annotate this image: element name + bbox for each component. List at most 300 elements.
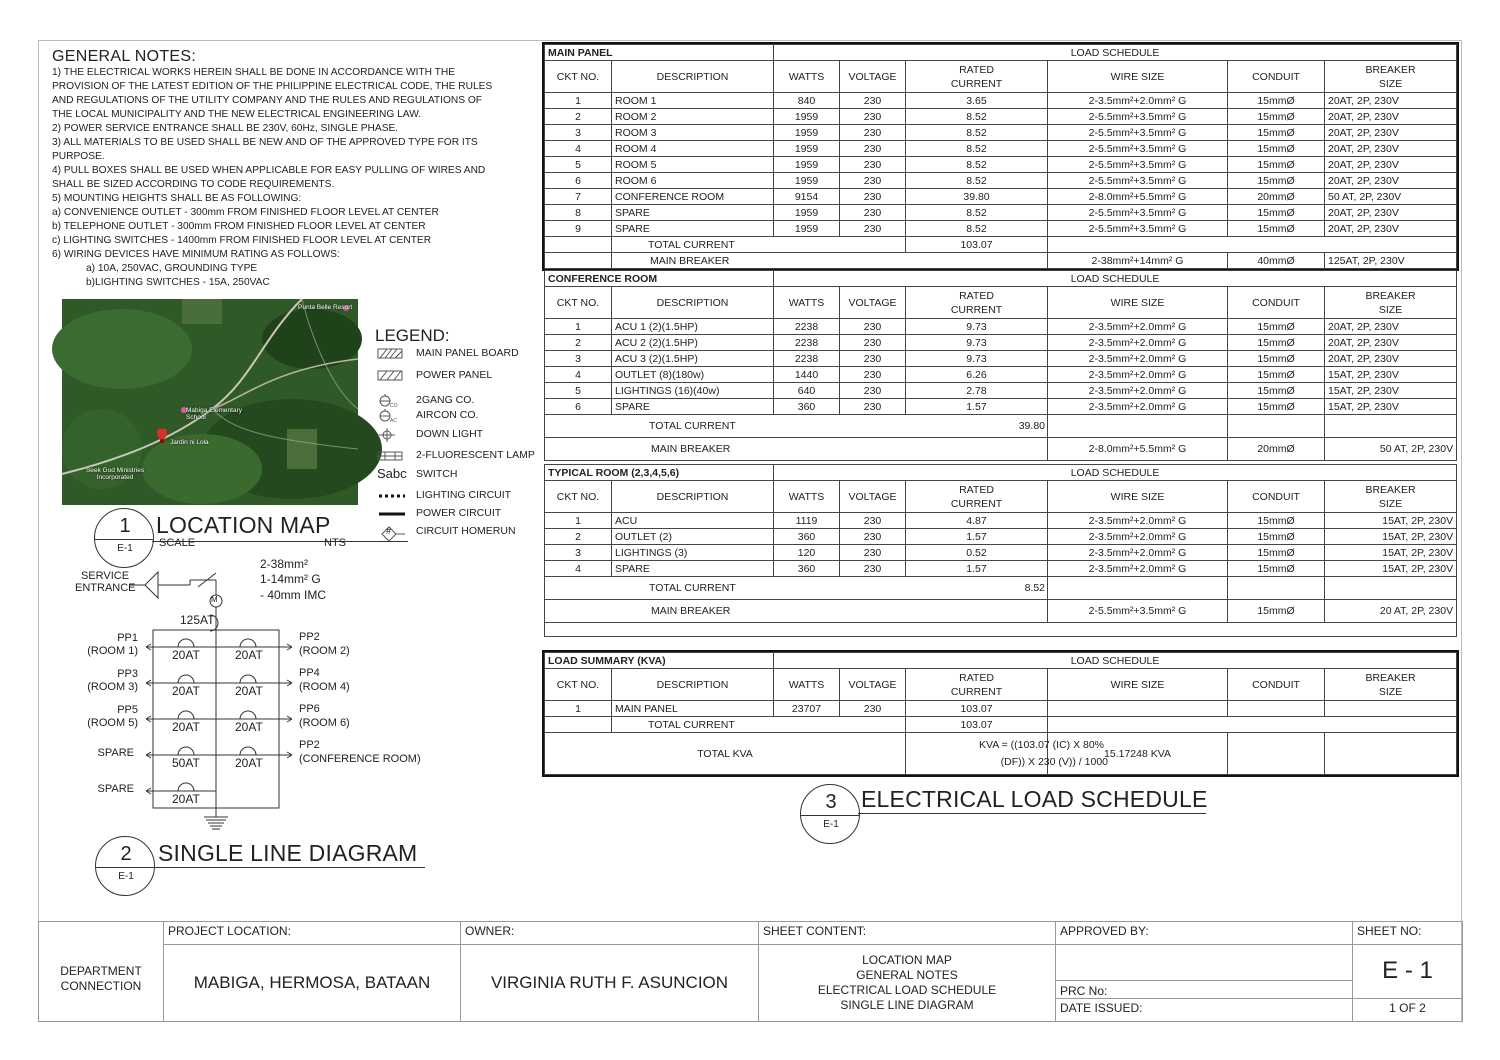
main-breaker-label: MAIN BREAKER [545,600,1048,623]
total-current-label: TOTAL CURRENT [612,717,906,733]
general-note-line: 6) WIRING DEVICES HAVE MINIMUM RATING AS FOLLOWS: [52,249,340,260]
legend-item-label: LIGHTING CIRCUIT [416,489,512,501]
schedule-cell: 15mmØ [1228,173,1325,189]
schedule-cell: 1959 [774,205,840,221]
view-sheet-ref: E-1 [823,819,839,830]
schedule-cell: 360 [774,529,840,545]
branch-panel-name: SPARE [97,783,134,795]
schedule-cell: 20AT, 2P, 230V [1325,205,1457,221]
schedule-cell: 2-8.0mm²+5.5mm² G [1048,189,1228,205]
general-note-line: 1) THE ELECTRICAL WORKS HEREIN SHALL BE DONE IN ACCORDANCE WITH THE [52,67,456,78]
col-rated-current: RATED CURRENT [906,287,1048,319]
feeder-line-1: 2-38mm² [260,557,309,571]
legend-item [375,505,545,523]
scale-value: NTS [324,537,346,549]
schedule-cell: SPARE [612,205,774,221]
branch-breaker-label: 20AT [172,792,200,806]
col-voltage: VOLTAGE [840,669,906,701]
schedule-cell: ROOM 5 [612,157,774,173]
schedule-row [545,545,1457,561]
legend-title: LEGEND: [375,326,450,345]
schedule-cell: 2-3.5mm²+2.0mm² G [1048,335,1228,351]
schedule-cell: 1959 [774,125,840,141]
schedule-cell: 1119 [774,513,840,529]
general-note-line: 5) MOUNTING HEIGHTS SHALL BE AS FOLLOWING: [52,193,302,204]
main-breaker-label: MAIN BREAKER [545,438,1048,461]
general-note-line: a) CONVENIENCE OUTLET - 300mm FROM FINISHED FLOOR LEVEL AT CENTER [52,207,439,218]
schedule-cell: 15mmØ [1228,351,1325,367]
main-breaker-conduit: 15mmØ [1228,600,1325,623]
sheet-no-label: SHEET NO: [1353,922,1463,945]
schedule-cell: 9 [545,221,612,237]
branch-room-name: (ROOM 3) [87,681,138,693]
view-name: SINGLE LINE DIAGRAM [158,840,418,866]
circuit-homerun-icon: # [377,525,405,539]
legend-item [375,487,545,505]
view-name: ELECTRICAL LOAD SCHEDULE [861,786,1208,812]
schedule-cell: 2-3.5mm²+2.0mm² G [1048,513,1228,529]
main-breaker-wire: 2-5.5mm²+3.5mm² G [1048,600,1228,623]
date-issued-label: DATE ISSUED: [1056,999,1353,1022]
schedule-cell [1325,701,1457,717]
project-location: MABIGA, HERMOSA, BATAAN [164,944,461,1021]
legend-item [375,345,545,363]
schedule-cell: LIGHTINGS (3) [612,545,774,561]
view-number-bubble [800,784,860,844]
legend-item-label: DOWN LIGHT [416,428,484,440]
general-note-line: 2) POWER SERVICE ENTRANCE SHALL BE 230V, 60Hz, SINGLE PHASE. [52,123,399,134]
schedule-cell: 9.73 [906,335,1048,351]
schedule-cell: 1 [545,93,612,109]
schedule-cell: 2-5.5mm²+3.5mm² G [1048,141,1228,157]
schedule-cell: 0.52 [906,545,1048,561]
load-schedule-label: LOAD SCHEDULE [774,653,1457,669]
general-note-line: SHALL BE SIZED ACCORDING TO CODE REQUIREMENTS. [52,179,335,190]
schedule-cell: 230 [840,109,906,125]
schedule-cell: 4 [545,141,612,157]
col-ckt-no: CKT NO. [545,61,612,93]
schedule-row [545,399,1457,415]
schedule-cell: 230 [840,173,906,189]
feeder-line-2: 1-14mm² G [260,572,321,586]
schedule-cell: 20AT, 2P, 230V [1325,141,1457,157]
branch-room-name: (ROOM 5) [87,717,138,729]
general-note-line: b) TELEPHONE OUTLET - 300mm FROM FINISHED FLOOR LEVEL AT CENTER [52,221,426,232]
schedule-row [545,93,1457,109]
schedule-row [545,367,1457,383]
schedule-row [545,351,1457,367]
schedule-cell: ACU 3 (2)(1.5HP) [612,351,774,367]
schedule-cell: 15mmØ [1228,319,1325,335]
col-voltage: VOLTAGE [840,287,906,319]
schedule-cell: ROOM 1 [612,93,774,109]
col-breaker-size: BREAKER SIZE [1325,481,1457,513]
branch-panel-name: PP5 [117,704,138,716]
location-map-image [62,299,358,505]
schedule-row [545,383,1457,399]
col-watts: WATTS [774,61,840,93]
schedule-cell: 15mmØ [1228,513,1325,529]
schedule-cell: 20AT, 2P, 230V [1325,157,1457,173]
schedule-cell: 15AT, 2P, 230V [1325,367,1457,383]
schedule-row [545,157,1457,173]
general-note-line: 4) PULL BOXES SHALL BE USED WHEN APPLICABLE FOR EASY PULLING OF WIRES AND [52,165,486,176]
schedule-cell: 1.57 [906,529,1048,545]
col-breaker-size: BREAKER SIZE [1325,61,1457,93]
schedule-cell: 8.52 [906,173,1048,189]
schedule-cell: 20AT, 2P, 230V [1325,109,1457,125]
title-block [38,921,1463,1022]
total-kva-value: 15.17248 KVA [1048,733,1228,775]
single-line-diagram [40,555,460,835]
schedule-cell: 2 [545,109,612,125]
schedule-cell: 1 [545,513,612,529]
owner-label: OWNER: [461,922,759,945]
main-panel-icon [377,347,405,361]
schedule-cell: 9.73 [906,319,1048,335]
schedule-cell: 15mmØ [1228,157,1325,173]
main-breaker-conduit: 40mmØ [1228,253,1325,269]
schedule-cell: 230 [840,125,906,141]
schedule-title: MAIN PANEL [545,45,774,61]
schedule-cell: OUTLET (8)(180w) [612,367,774,383]
schedule-cell: 1959 [774,157,840,173]
schedule-row [545,189,1457,205]
schedule-cell: 8 [545,205,612,221]
schedule-row [545,529,1457,545]
schedule-cell: 1959 [774,221,840,237]
col-ckt-no: CKT NO. [545,287,612,319]
view-number: 2 [120,843,132,865]
down-light-icon [377,428,405,442]
total-current-value: 103.07 [906,717,1048,733]
branch-panel-name: PP2 [299,631,320,643]
schedule-cell: 15AT, 2P, 230V [1325,545,1457,561]
schedule-cell: 840 [774,93,840,109]
branch-room-name: (ROOM 4) [299,681,350,693]
map-label-site: Jardin ni Lola [170,439,209,446]
schedule-cell: 2.78 [906,383,1048,399]
col-rated-current: RATED CURRENT [906,481,1048,513]
schedule-cell: 15mmØ [1228,383,1325,399]
col-wire-size: WIRE SIZE [1048,61,1228,93]
general-note-sub-line: a) 10A, 250VAC, GROUNDING TYPE [86,263,258,274]
schedule-cell: 2238 [774,351,840,367]
schedule-cell: ROOM 3 [612,125,774,141]
schedule-cell: 360 [774,399,840,415]
branch-room-name: (CONFERENCE ROOM) [299,753,421,765]
schedule-cell: 8.52 [906,109,1048,125]
load-schedule-label: LOAD SCHEDULE [774,45,1457,61]
sheet-of: 1 OF 2 [1353,999,1463,1022]
col-description: DESCRIPTION [612,481,774,513]
main-breaker-size: 50 AT, 2P, 230V [1325,438,1457,461]
schedule-row [545,513,1457,529]
meter-icon: M [211,595,218,604]
schedule-cell: 20AT, 2P, 230V [1325,173,1457,189]
schedule-cell: 360 [774,561,840,577]
view-sheet-ref: E-1 [117,543,133,554]
schedule-cell: 15mmØ [1228,205,1325,221]
branch-panel-name: PP2 [299,739,320,751]
col-conduit: CONDUIT [1228,481,1325,513]
schedule-cell: 1.57 [906,561,1048,577]
schedule-cell: 15mmØ [1228,141,1325,157]
schedule-row [545,205,1457,221]
general-note-line: THE LOCAL MUNICIPALITY AND THE NEW ELECTRICAL ENGINEERING LAW. [52,109,422,120]
col-description: DESCRIPTION [612,287,774,319]
col-wire-size: WIRE SIZE [1048,287,1228,319]
view-number: 3 [825,791,837,813]
view-name: LOCATION MAP [156,512,331,538]
schedule-cell: 8.52 [906,221,1048,237]
schedule-cell: 230 [840,351,906,367]
schedule-cell: 20mmØ [1228,189,1325,205]
map-label-resort: Punta Belle Resort [298,304,353,311]
total-current-row: TOTAL CURRENT 39.80 [545,415,1048,438]
map-label-ministries: Seek God Ministries Incorporated [85,467,145,481]
col-ckt-no: CKT NO. [545,481,612,513]
general-notes-title: GENERAL NOTES: [52,48,197,65]
schedule-cell: 1440 [774,367,840,383]
schedule-cell: 2-5.5mm²+3.5mm² G [1048,125,1228,141]
load-schedule-label: LOAD SCHEDULE [774,271,1457,287]
col-watts: WATTS [774,287,840,319]
schedule-cell: 15mmØ [1228,109,1325,125]
svg-text:CO: CO [390,403,398,409]
legend-item-label: 2-FLUORESCENT LAMP [416,449,535,461]
approved-by-label: APPROVED BY: [1056,922,1353,945]
main-breaker-size: 125AT, 2P, 230V [1325,253,1457,269]
schedule-cell: 3.65 [906,93,1048,109]
schedule-cell: 6 [545,399,612,415]
schedule-cell: 15AT, 2P, 230V [1325,399,1457,415]
schedule-cell: 23707 [774,701,840,717]
load-schedule-table [544,464,1457,637]
power-panel-icon [377,369,405,383]
col-breaker-size: BREAKER SIZE [1325,669,1457,701]
schedule-cell: 230 [840,561,906,577]
legend-item-label: POWER CIRCUIT [416,507,502,519]
load-schedule-table [544,270,1457,461]
load-schedule-table [544,652,1457,775]
schedule-cell: 2-5.5mm²+3.5mm² G [1048,109,1228,125]
schedule-cell: 15mmØ [1228,561,1325,577]
schedule-title: LOAD SUMMARY (KVA) [545,653,774,669]
sheet-content: LOCATION MAP GENERAL NOTES ELECTRICAL LOAD SCHEDULE SINGLE LINE DIAGRAM [759,944,1056,1021]
schedule-cell: 15AT, 2P, 230V [1325,561,1457,577]
schedule-cell [1228,701,1325,717]
schedule-cell: SPARE [612,561,774,577]
schedule-cell: 2 [545,529,612,545]
schedule-row [545,701,1457,717]
switch-icon: Sabc [377,466,407,481]
scale-label: SCALE [159,537,196,549]
schedule-cell: 1 [545,701,612,717]
schedule-cell: 230 [840,545,906,561]
schedule-cell: CONFERENCE ROOM [612,189,774,205]
schedule-cell: 2-3.5mm²+2.0mm² G [1048,351,1228,367]
col-voltage: VOLTAGE [840,61,906,93]
schedule-cell: 2238 [774,335,840,351]
branch-breaker-label: 20AT [172,720,200,734]
schedule-cell: 2-3.5mm²+2.0mm² G [1048,319,1228,335]
general-note-line: PURPOSE. [52,151,105,162]
legend [375,326,545,537]
total-current-row: TOTAL CURRENT 8.52 [545,577,1048,600]
schedule-cell: 15mmØ [1228,529,1325,545]
owner-name: VIRGINIA RUTH F. ASUNCION [461,944,759,1021]
schedule-cell: 2-5.5mm²+3.5mm² G [1048,221,1228,237]
svg-text:AC: AC [390,418,397,424]
legend-item [375,407,545,425]
col-conduit: CONDUIT [1228,61,1325,93]
schedule-cell: 230 [840,157,906,173]
col-breaker-size: BREAKER SIZE [1325,287,1457,319]
schedule-cell: 5 [545,383,612,399]
schedule-row [545,319,1457,335]
schedule-cell: 1959 [774,173,840,189]
schedule-row [545,221,1457,237]
schedule-cell: 230 [840,513,906,529]
schedule-cell: 1959 [774,141,840,157]
general-note-sub-line: b)LIGHTING SWITCHES - 15A, 250VAC [86,277,270,288]
load-schedule-table [544,44,1457,269]
view-number: 1 [119,515,131,537]
schedule-cell: 20AT, 2P, 230V [1325,125,1457,141]
schedule-cell: 5 [545,157,612,173]
legend-item-label: AIRCON CO. [416,409,479,421]
schedule-cell: 9154 [774,189,840,205]
schedule-cell: 230 [840,383,906,399]
col-conduit: CONDUIT [1228,669,1325,701]
branch-breaker-label: 20AT [235,720,263,734]
schedule-row [545,109,1457,125]
legend-item-label: CIRCUIT HOMERUN [416,525,516,537]
general-notes-lines [52,66,524,262]
main-breaker-conduit: 20mmØ [1228,438,1325,461]
col-description: DESCRIPTION [612,61,774,93]
schedule-cell: 6.26 [906,367,1048,383]
col-wire-size: WIRE SIZE [1048,669,1228,701]
main-breaker-size: 20 AT, 2P, 230V [1325,600,1457,623]
schedule-cell: 20AT, 2P, 230V [1325,221,1457,237]
total-current-label: TOTAL CURRENT [612,237,906,253]
schedule-row [545,335,1457,351]
col-rated-current: RATED CURRENT [906,669,1048,701]
general-note-line: c) LIGHTING SWITCHES - 1400mm FROM FINISHED FLOOR LEVEL AT CENTER [52,235,432,246]
schedule-cell: 3 [545,125,612,141]
schedule-row [545,173,1457,189]
schedule-title: CONFERENCE ROOM [545,271,774,287]
branch-breaker-label: 20AT [172,684,200,698]
total-kva-label: TOTAL KVA [545,733,906,775]
schedule-cell [1048,701,1228,717]
main-breaker-label: MAIN BREAKER [612,253,1048,269]
general-notes [52,48,524,290]
sheet-number: E - 1 [1353,944,1463,999]
main-breaker-wire: 2-38mm²+14mm² G [1048,253,1228,269]
schedule-cell: 2-3.5mm²+2.0mm² G [1048,93,1228,109]
schedule-cell: 2-3.5mm²+2.0mm² G [1048,561,1228,577]
map-label-school: Mabiga Elementary School [186,407,242,421]
schedule-cell: 15mmØ [1228,545,1325,561]
view-sheet-ref: E-1 [118,871,134,882]
schedule-cell: 15AT, 2P, 230V [1325,513,1457,529]
schedule-cell: 9.73 [906,351,1048,367]
schedule-cell: 8.52 [906,157,1048,173]
schedule-cell: 20AT, 2P, 230V [1325,351,1457,367]
legend-item-label: 2GANG CO. [416,394,475,406]
schedule-cell: 20AT, 2P, 230V [1325,93,1457,109]
schedule-cell: 2-3.5mm²+2.0mm² G [1048,545,1228,561]
general-note-line: 3) ALL MATERIALS TO BE USED SHALL BE NEW AND OF THE APPROVED TYPE FOR ITS [52,137,478,148]
schedule-row [545,561,1457,577]
schedule-cell: ACU 2 (2)(1.5HP) [612,335,774,351]
total-current-value: 103.07 [906,237,1048,253]
schedule-cell: 1 [545,319,612,335]
schedule-cell: 20AT, 2P, 230V [1325,335,1457,351]
schedule-cell: 15mmØ [1228,125,1325,141]
schedule-cell: 15AT, 2P, 230V [1325,383,1457,399]
schedule-cell: ROOM 4 [612,141,774,157]
branch-room-name: (ROOM 2) [299,645,350,657]
schedule-cell: 230 [840,701,906,717]
schedule-cell: LIGHTINGS (16)(40w) [612,383,774,399]
aircon-outlet-icon [377,409,405,423]
legend-item-label: MAIN PANEL BOARD [416,347,519,359]
schedule-row [545,141,1457,157]
col-watts: WATTS [774,481,840,513]
schedule-cell: 8.52 [906,125,1048,141]
schedule-cell: OUTLET (2) [612,529,774,545]
branch-breaker-label: 20AT [235,684,263,698]
lighting-circuit-icon [377,489,405,503]
schedule-title: TYPICAL ROOM (2,3,4,5,6) [545,465,774,481]
col-rated-current: RATED CURRENT [906,61,1048,93]
schedule-cell: 39.80 [906,189,1048,205]
main-breaker-label: 125AT [180,613,215,627]
general-note-line: AND REGULATIONS OF THE UTILITY COMPANY AND THE RULES AND REGULATIONS OF [52,95,483,106]
schedule-cell: 230 [840,141,906,157]
schedule-cell: 4 [545,561,612,577]
schedule-cell: 2-5.5mm²+3.5mm² G [1048,205,1228,221]
schedule-cell: 20AT, 2P, 230V [1325,319,1457,335]
schedule-cell: 8.52 [906,141,1048,157]
legend-item-label: SWITCH [416,468,458,480]
schedule-cell: 230 [840,189,906,205]
legend-item [375,523,545,541]
branch-breaker-label: 50AT [172,756,200,770]
branch-room-name: (ROOM 6) [299,717,350,729]
project-location-label: PROJECT LOCATION: [164,922,461,945]
schedule-cell: 6 [545,173,612,189]
schedule-cell: 15mmØ [1228,367,1325,383]
convenience-outlet-icon [377,394,405,408]
feeder-line-3: - 40mm IMC [260,588,326,602]
schedule-cell: MAIN PANEL [612,701,774,717]
col-wire-size: WIRE SIZE [1048,481,1228,513]
schedule-cell: 4.87 [906,513,1048,529]
schedule-cell: 640 [774,383,840,399]
schedule-cell: 50 AT, 2P, 230V [1325,189,1457,205]
kva-formula: KVA = ((103.07 (IC) X 80% (DF)) X 230 (V)) / 1000 [906,733,1048,775]
schedule-cell: 230 [840,335,906,351]
schedule-cell: 230 [840,205,906,221]
schedule-cell: 230 [840,319,906,335]
schedule-cell: 2-5.5mm²+3.5mm² G [1048,173,1228,189]
legend-item [375,367,545,385]
